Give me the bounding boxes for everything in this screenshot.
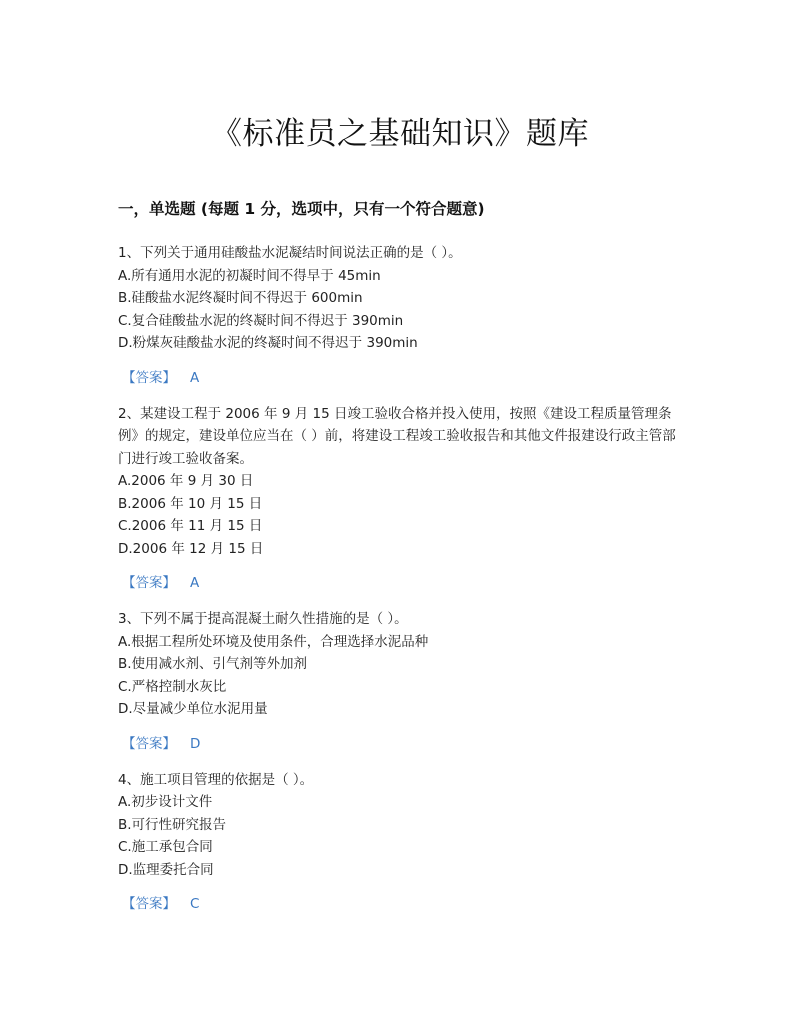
option-d: D.监理委托合同 — [118, 861, 214, 878]
question-stem: 3、下列不属于提高混凝土耐久性措施的是（ ）。 — [118, 611, 408, 627]
answer-value: A — [190, 369, 200, 386]
option-b: B.可行性研究报告 — [118, 816, 227, 833]
question-4 — [118, 769, 688, 916]
option-d: D.2006 年 12 月 15 日 — [118, 540, 264, 557]
section-heading: 一，单选题 (每题 1 分，选项中，只有一个符合题意) — [118, 200, 485, 218]
option-b: B.硅酸盐水泥终凝时间不得迟于 600min — [118, 290, 363, 306]
option-b: B.使用减水剂、引气剂等外加剂 — [118, 656, 308, 672]
option-a: A.根据工程所处环境及使用条件，合理选择水泥品种 — [118, 633, 429, 650]
question-1 — [118, 242, 688, 389]
answer-value: D — [190, 735, 201, 752]
answer-label: 【答案】 — [122, 735, 176, 752]
question-stem: 2、某建设工程于 2006 年 9 月 15 日竣工验收合格并投入使用，按照《建设工程质量管理条例》的规定，建设单位应当在（ ）前，将建设工程竣工验收报告和其他文件报建设行政主管部门进行竣工验收备案。 — [118, 405, 676, 467]
option-c: C.2006 年 11 月 15 日 — [118, 518, 263, 534]
option-b: B.2006 年 10 月 15 日 — [118, 495, 263, 512]
answer-label: 【答案】 — [122, 575, 176, 591]
option-c: C.施工承包合同 — [118, 839, 213, 855]
answer-value: C — [190, 896, 200, 912]
option-a: A.初步设计文件 — [118, 794, 213, 810]
question-2 — [118, 403, 688, 595]
question-3 — [118, 608, 688, 755]
option-c: C.严格控制水灰比 — [118, 678, 227, 695]
answer-label: 【答案】 — [122, 369, 176, 386]
answer-line — [118, 893, 688, 915]
answer-line — [118, 733, 688, 755]
option-a: A.所有通用水泥的初凝时间不得早于 45min — [118, 267, 381, 284]
option-d: D.尽量减少单位水泥用量 — [118, 701, 268, 717]
answer-label: 【答案】 — [122, 896, 176, 912]
question-list — [118, 242, 688, 929]
answer-line — [118, 367, 688, 389]
option-a: A.2006 年 9 月 30 日 — [118, 473, 254, 489]
option-c: C.复合硅酸盐水泥的终凝时间不得迟于 390min — [118, 312, 404, 329]
answer-value: A — [190, 575, 200, 591]
question-stem: 1、下列关于通用硅酸盐水泥凝结时间说法正确的是（ ）。 — [118, 245, 462, 261]
answer-line — [118, 572, 688, 594]
document-title: 《标准员之基础知识》题库 — [211, 116, 589, 152]
option-d: D.粉煤灰硅酸盐水泥的终凝时间不得迟于 390min — [118, 335, 418, 351]
question-stem: 4、施工项目管理的依据是（ ）。 — [118, 771, 314, 788]
